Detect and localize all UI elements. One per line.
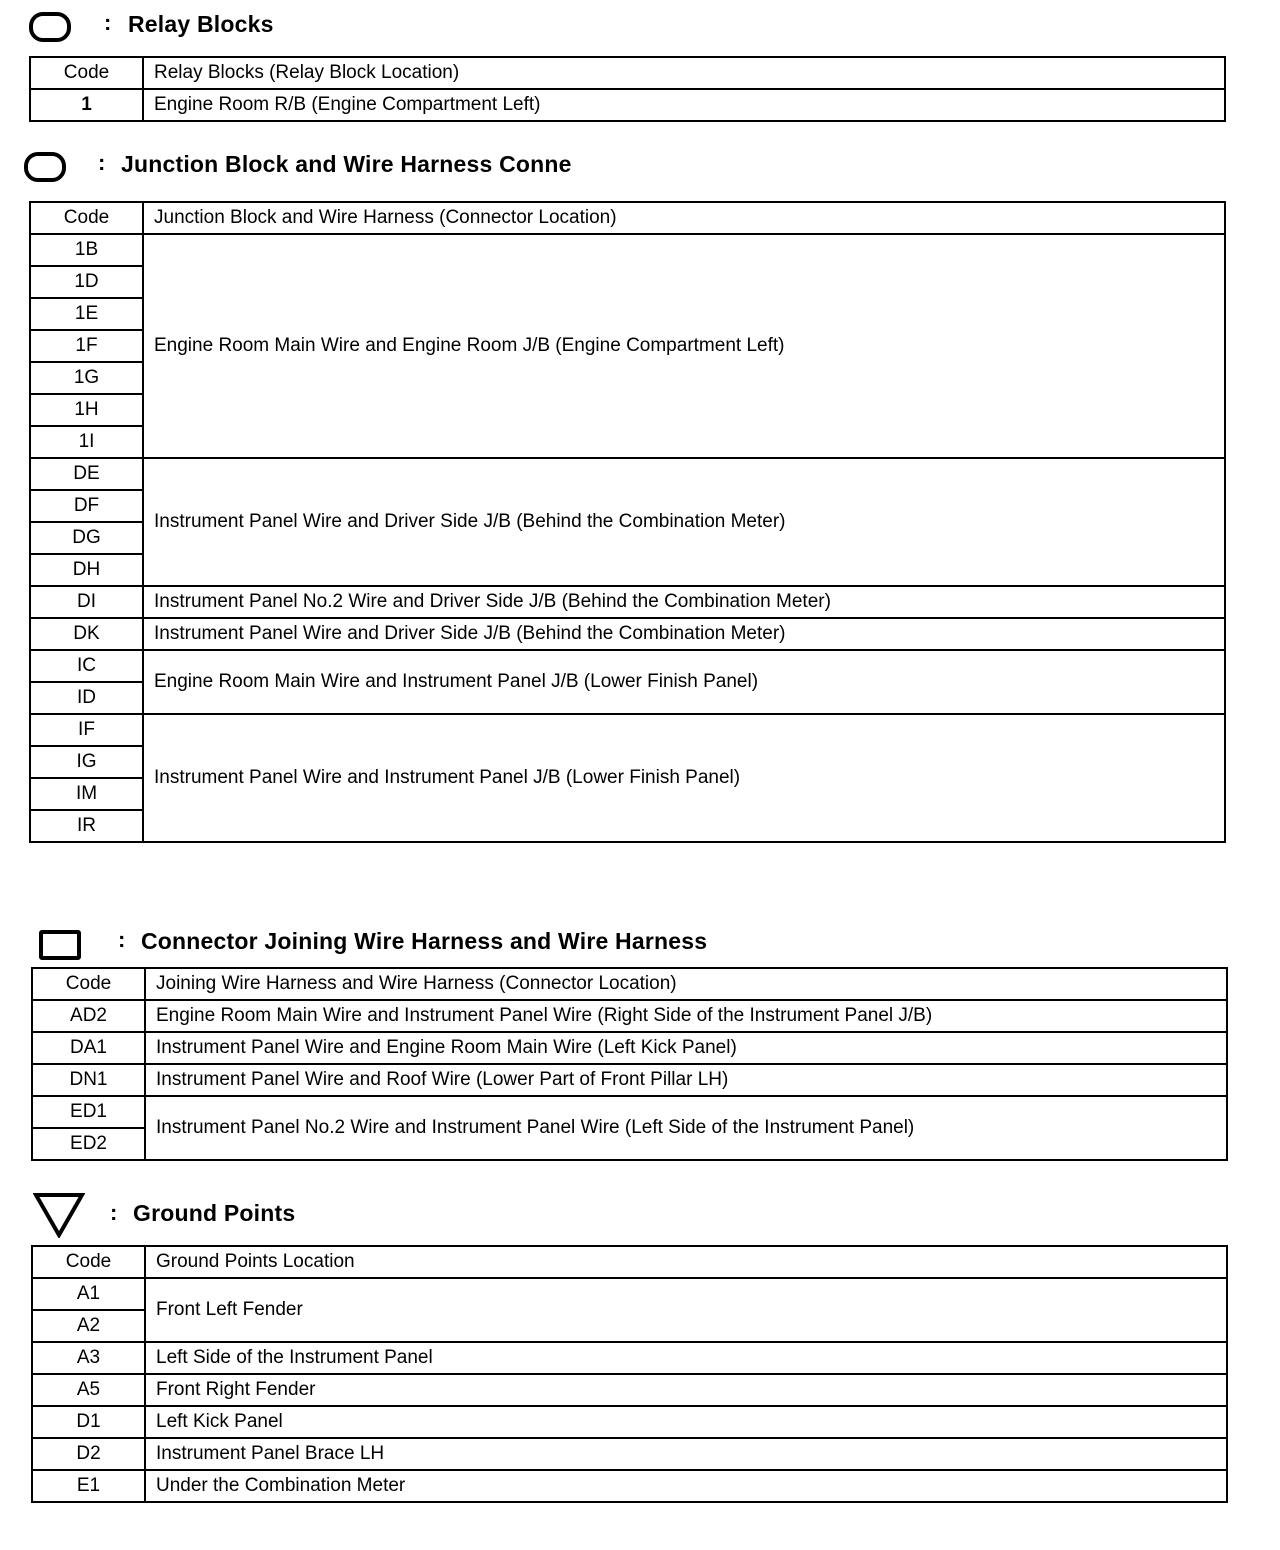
oval-symbol-icon: [29, 12, 71, 42]
code-cell: A3: [32, 1342, 145, 1374]
location-cell: Under the Combination Meter: [145, 1470, 1227, 1502]
location-cell: Engine Room Main Wire and Instrument Panel Wire (Right Side of the Instrument Panel J/B): [145, 1000, 1227, 1032]
connector-joining-table: [31, 967, 1228, 1161]
code-cell: IR: [30, 810, 143, 842]
location-cell: Instrument Panel Wire and Roof Wire (Lower Part of Front Pillar LH): [145, 1064, 1227, 1096]
table-header-row: [30, 202, 1225, 234]
code-column-header: Code: [30, 57, 143, 89]
table-row: [32, 1278, 1227, 1310]
table-row: [30, 234, 1225, 266]
oval-symbol-icon: [24, 152, 66, 182]
code-cell: 1G: [30, 362, 143, 394]
junction-block-title: Junction Block and Wire Harness Conne: [121, 151, 572, 177]
connector-joining-heading: [0, 924, 900, 960]
location-cell: Front Left Fender: [145, 1278, 1227, 1342]
location-cell: Instrument Panel Wire and Driver Side J/B (Behind the Combination Meter): [143, 458, 1225, 586]
location-cell: Engine Room Main Wire and Engine Room J/B (Engine Compartment Left): [143, 234, 1225, 458]
location-column-header: Junction Block and Wire Harness (Connector Location): [143, 202, 1225, 234]
code-cell: 1D: [30, 266, 143, 298]
code-cell: IG: [30, 746, 143, 778]
code-cell: ED2: [32, 1128, 145, 1160]
table-row: [30, 89, 1225, 121]
location-cell: Left Side of the Instrument Panel: [145, 1342, 1227, 1374]
code-cell: DH: [30, 554, 143, 586]
table-row: [32, 1064, 1227, 1096]
code-cell: 1B: [30, 234, 143, 266]
table-row: [32, 1096, 1227, 1128]
code-cell: DG: [30, 522, 143, 554]
code-cell: A1: [32, 1278, 145, 1310]
table-row: [32, 1438, 1227, 1470]
code-cell: DI: [30, 586, 143, 618]
code-cell: IF: [30, 714, 143, 746]
code-cell: A5: [32, 1374, 145, 1406]
location-column-header: Relay Blocks (Relay Block Location): [143, 57, 1225, 89]
ground-points-heading: [0, 1190, 600, 1240]
location-cell: Instrument Panel Wire and Instrument Panel J/B (Lower Finish Panel): [143, 714, 1225, 842]
location-cell: Instrument Panel Wire and Engine Room Main Wire (Left Kick Panel): [145, 1032, 1227, 1064]
heading-colon: :: [104, 10, 112, 35]
location-column-header: Ground Points Location: [145, 1246, 1227, 1278]
location-cell: Instrument Panel No.2 Wire and Instrument Panel Wire (Left Side of the Instrument Panel): [145, 1096, 1227, 1160]
code-cell: ID: [30, 682, 143, 714]
location-cell: Engine Room R/B (Engine Compartment Left): [143, 89, 1225, 121]
ground-points-title: Ground Points: [133, 1200, 296, 1226]
table-row: [30, 714, 1225, 746]
code-cell: DK: [30, 618, 143, 650]
location-column-header: Joining Wire Harness and Wire Harness (Connector Location): [145, 968, 1227, 1000]
table-header-row: [30, 57, 1225, 89]
location-cell: Engine Room Main Wire and Instrument Panel J/B (Lower Finish Panel): [143, 650, 1225, 714]
table-row: [32, 1032, 1227, 1064]
table-row: [32, 1000, 1227, 1032]
code-cell: AD2: [32, 1000, 145, 1032]
code-cell: 1I: [30, 426, 143, 458]
location-cell: Left Kick Panel: [145, 1406, 1227, 1438]
code-cell: 1E: [30, 298, 143, 330]
code-cell: DF: [30, 490, 143, 522]
table-header-row: [32, 1246, 1227, 1278]
code-cell: DA1: [32, 1032, 145, 1064]
location-cell: Front Right Fender: [145, 1374, 1227, 1406]
heading-colon: :: [98, 150, 106, 175]
location-cell: Instrument Panel Brace LH: [145, 1438, 1227, 1470]
table-row: [30, 650, 1225, 682]
triangle-symbol-icon: [33, 1192, 85, 1238]
connector-joining-title: Connector Joining Wire Harness and Wire Harness: [141, 928, 708, 954]
table-row: [30, 458, 1225, 490]
code-cell: D1: [32, 1406, 145, 1438]
table-row: [32, 1406, 1227, 1438]
rectangle-symbol-icon: [39, 930, 81, 960]
location-cell: Instrument Panel Wire and Driver Side J/B (Behind the Combination Meter): [143, 618, 1225, 650]
relay-blocks-table: [29, 56, 1226, 122]
relay-blocks-heading: [0, 8, 600, 44]
code-cell: IC: [30, 650, 143, 682]
code-cell: 1F: [30, 330, 143, 362]
code-cell: DN1: [32, 1064, 145, 1096]
table-row: [32, 1470, 1227, 1502]
table-row: [30, 618, 1225, 650]
heading-colon: :: [110, 1200, 118, 1225]
ground-points-table: [31, 1245, 1228, 1503]
code-cell: ED1: [32, 1096, 145, 1128]
code-column-header: Code: [30, 202, 143, 234]
code-cell: D2: [32, 1438, 145, 1470]
code-column-header: Code: [32, 1246, 145, 1278]
junction-block-heading: [0, 148, 584, 184]
code-cell: IM: [30, 778, 143, 810]
code-cell: E1: [32, 1470, 145, 1502]
heading-colon: :: [118, 927, 126, 952]
table-row: [32, 1342, 1227, 1374]
table-row: [30, 586, 1225, 618]
table-header-row: [32, 968, 1227, 1000]
code-cell: 1: [30, 89, 143, 121]
code-cell: 1H: [30, 394, 143, 426]
relay-blocks-title: Relay Blocks: [128, 11, 274, 37]
location-cell: Instrument Panel No.2 Wire and Driver Side J/B (Behind the Combination Meter): [143, 586, 1225, 618]
junction-block-table: [29, 201, 1226, 843]
code-cell: DE: [30, 458, 143, 490]
table-row: [32, 1374, 1227, 1406]
code-cell: A2: [32, 1310, 145, 1342]
code-column-header: Code: [32, 968, 145, 1000]
